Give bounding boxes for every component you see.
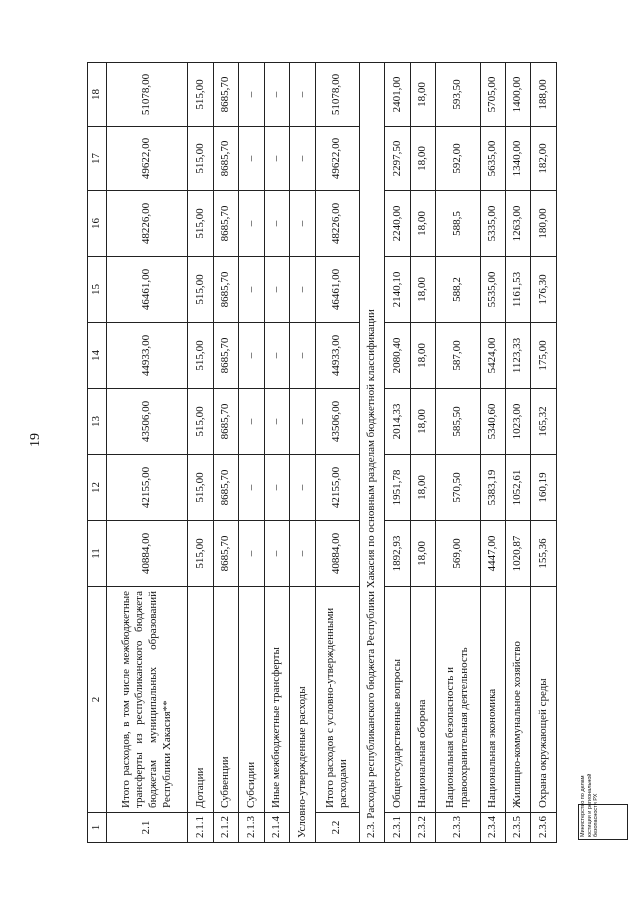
row-code: 2.1.1 [188,813,213,843]
row-name: Охрана окружающей среды [531,587,557,813]
row-name: Субсидии [239,587,264,813]
value-cell: 40884,00 [315,521,359,587]
value-cell: – [290,127,315,191]
value-cell: – [264,127,289,191]
column-header: 11 [88,521,107,587]
value-cell: 8685,70 [213,389,238,455]
value-cell: 5705,00 [480,63,505,127]
table-row [188,63,213,843]
value-cell: 42155,00 [106,455,188,521]
budget-table [87,62,557,843]
stamp-line-3: безопасности РХ [593,793,600,837]
value-cell: 8685,70 [213,127,238,191]
value-cell: 188,00 [531,63,557,127]
value-cell: 48226,00 [106,191,188,257]
value-cell: 1161,53 [506,257,531,323]
value-cell: 18,00 [410,127,435,191]
value-cell: 593,50 [436,63,480,127]
value-cell: – [290,257,315,323]
value-cell: – [290,323,315,389]
value-cell: 18,00 [410,323,435,389]
value-cell: 1892,93 [385,521,410,587]
table-row [290,63,315,843]
value-cell: – [290,389,315,455]
value-cell: 515,00 [188,521,213,587]
value-cell: 8685,70 [213,521,238,587]
value-cell: 515,00 [188,63,213,127]
row-code: 2.3.6 [531,813,557,843]
row-code: 2.1.4 [264,813,289,843]
value-cell: 42155,00 [315,455,359,521]
value-cell: 48226,00 [315,191,359,257]
value-cell: 1340,00 [506,127,531,191]
page-number: 19 [28,433,43,447]
row-name: Общегосударственные вопросы [385,587,410,813]
value-cell: 46461,00 [106,257,188,323]
value-cell: 44933,00 [315,323,359,389]
stamp-line-2: юстиции и региональной [586,773,593,837]
row-name: Итого расходов, в том числе межбюджетные трансферты из республиканского бюджета бюджетам муниципальных образований Республики Хакасия** [106,587,188,813]
row-code: 2.3.3 [436,813,480,843]
value-cell: 515,00 [188,389,213,455]
row-name: Национальная безопасность и правоохранительная деятельность [436,587,480,813]
value-cell: 18,00 [410,455,435,521]
column-header: 14 [88,323,107,389]
value-cell: 18,00 [410,191,435,257]
ministry-stamp [578,773,628,840]
column-header: 18 [88,63,107,127]
value-cell: – [239,63,264,127]
value-cell: 588,5 [436,191,480,257]
value-cell: 180,00 [531,191,557,257]
column-header: 13 [88,389,107,455]
row-code: 2.2 [315,813,359,843]
value-cell: 515,00 [188,191,213,257]
value-cell: 585,50 [436,389,480,455]
value-cell: 49622,00 [315,127,359,191]
column-header: 17 [88,127,107,191]
value-cell: 2080,40 [385,323,410,389]
value-cell: – [264,257,289,323]
value-cell: 515,00 [188,323,213,389]
value-cell: 51078,00 [106,63,188,127]
table-row [410,63,435,843]
row-name: Условно-утвержденные расходы [290,587,315,843]
row-name: Субвенции [213,587,238,813]
value-cell: 175,00 [531,323,557,389]
value-cell: 182,00 [531,127,557,191]
row-code: 2.3.1 [385,813,410,843]
row-name: Национальная экономика [480,587,505,813]
value-cell: 5335,00 [480,191,505,257]
row-code: 2.1.2 [213,813,238,843]
value-cell: 5424,00 [480,323,505,389]
value-cell: – [264,323,289,389]
value-cell: 51078,00 [315,63,359,127]
value-cell: 165,32 [531,389,557,455]
value-cell: 49622,00 [106,127,188,191]
value-cell: 5383,19 [480,455,505,521]
column-header: 12 [88,455,107,521]
row-name: Иные межбюджетные трансферты [264,587,289,813]
value-cell: 515,00 [188,257,213,323]
value-cell: 569,00 [436,521,480,587]
value-cell: – [239,389,264,455]
row-name: Национальная оборона [410,587,435,813]
value-cell: 43506,00 [315,389,359,455]
table-row [385,63,410,843]
value-cell: 5340,60 [480,389,505,455]
value-cell: 2014,33 [385,389,410,455]
value-cell: 5535,00 [480,257,505,323]
value-cell: 1951,78 [385,455,410,521]
table-row [531,63,557,843]
value-cell: 1400,00 [506,63,531,127]
value-cell: – [239,257,264,323]
value-cell: 18,00 [410,257,435,323]
value-cell: 2140,10 [385,257,410,323]
value-cell: 2240,00 [385,191,410,257]
value-cell: 587,00 [436,323,480,389]
value-cell: 2297,50 [385,127,410,191]
table-row [315,63,359,843]
value-cell: 8685,70 [213,63,238,127]
value-cell: 18,00 [410,389,435,455]
value-cell: – [264,63,289,127]
value-cell: 1123,33 [506,323,531,389]
value-cell: – [290,521,315,587]
value-cell: 40884,00 [106,521,188,587]
row-code: 2.1 [106,813,188,843]
value-cell: 5635,00 [480,127,505,191]
value-cell: – [264,521,289,587]
value-cell: 1052,61 [506,455,531,521]
row-name: Итого расходов с условно-утвержденными расходами [315,587,359,813]
value-cell: – [239,521,264,587]
value-cell: – [239,191,264,257]
table-row [436,63,480,843]
value-cell: – [290,455,315,521]
value-cell: – [264,191,289,257]
table-row [213,63,238,843]
value-cell: 18,00 [410,521,435,587]
row-name: Жилищно-коммунальное хозяйство [506,587,531,813]
row-code: 2.3.5 [506,813,531,843]
value-cell: – [264,389,289,455]
value-cell: 4447,00 [480,521,505,587]
value-cell: 2401,00 [385,63,410,127]
value-cell: – [239,323,264,389]
value-cell: 43506,00 [106,389,188,455]
value-cell: 1020,87 [506,521,531,587]
value-cell: 8685,70 [213,257,238,323]
value-cell: – [264,455,289,521]
row-code: 2.3.2 [410,813,435,843]
value-cell: 8685,70 [213,455,238,521]
stamp-line-1: Министерство по делам [580,775,586,837]
value-cell: 8685,70 [213,191,238,257]
value-cell: 1263,00 [506,191,531,257]
column-header: 16 [88,191,107,257]
header-row [88,63,107,843]
section-title: 2.3. Расходы республиканского бюджета Республики Хакасия по основным разделам бюджетной классификации [359,63,384,843]
value-cell: 46461,00 [315,257,359,323]
value-cell: 44933,00 [106,323,188,389]
table-row [480,63,505,843]
table-body [106,63,556,843]
value-cell: 155,36 [531,521,557,587]
row-name: Дотации [188,587,213,813]
section-row [359,63,384,843]
table-row [239,63,264,843]
row-code: 2.1.3 [239,813,264,843]
table-row [264,63,289,843]
column-header: 1 [88,813,107,843]
value-cell: – [239,455,264,521]
column-header: 2 [88,587,107,813]
table-row [106,63,188,843]
value-cell: 160,19 [531,455,557,521]
value-cell: 18,00 [410,63,435,127]
value-cell: 1023,00 [506,389,531,455]
column-header: 15 [88,257,107,323]
table-row [506,63,531,843]
value-cell: 176,30 [531,257,557,323]
value-cell: 8685,70 [213,323,238,389]
value-cell: – [290,191,315,257]
row-code: 2.3.4 [480,813,505,843]
value-cell: 570,50 [436,455,480,521]
value-cell: 515,00 [188,127,213,191]
value-cell: 515,00 [188,455,213,521]
value-cell: 588,2 [436,257,480,323]
value-cell: – [290,63,315,127]
value-cell: 592,00 [436,127,480,191]
rotated-table-container [87,63,557,843]
value-cell: – [239,127,264,191]
